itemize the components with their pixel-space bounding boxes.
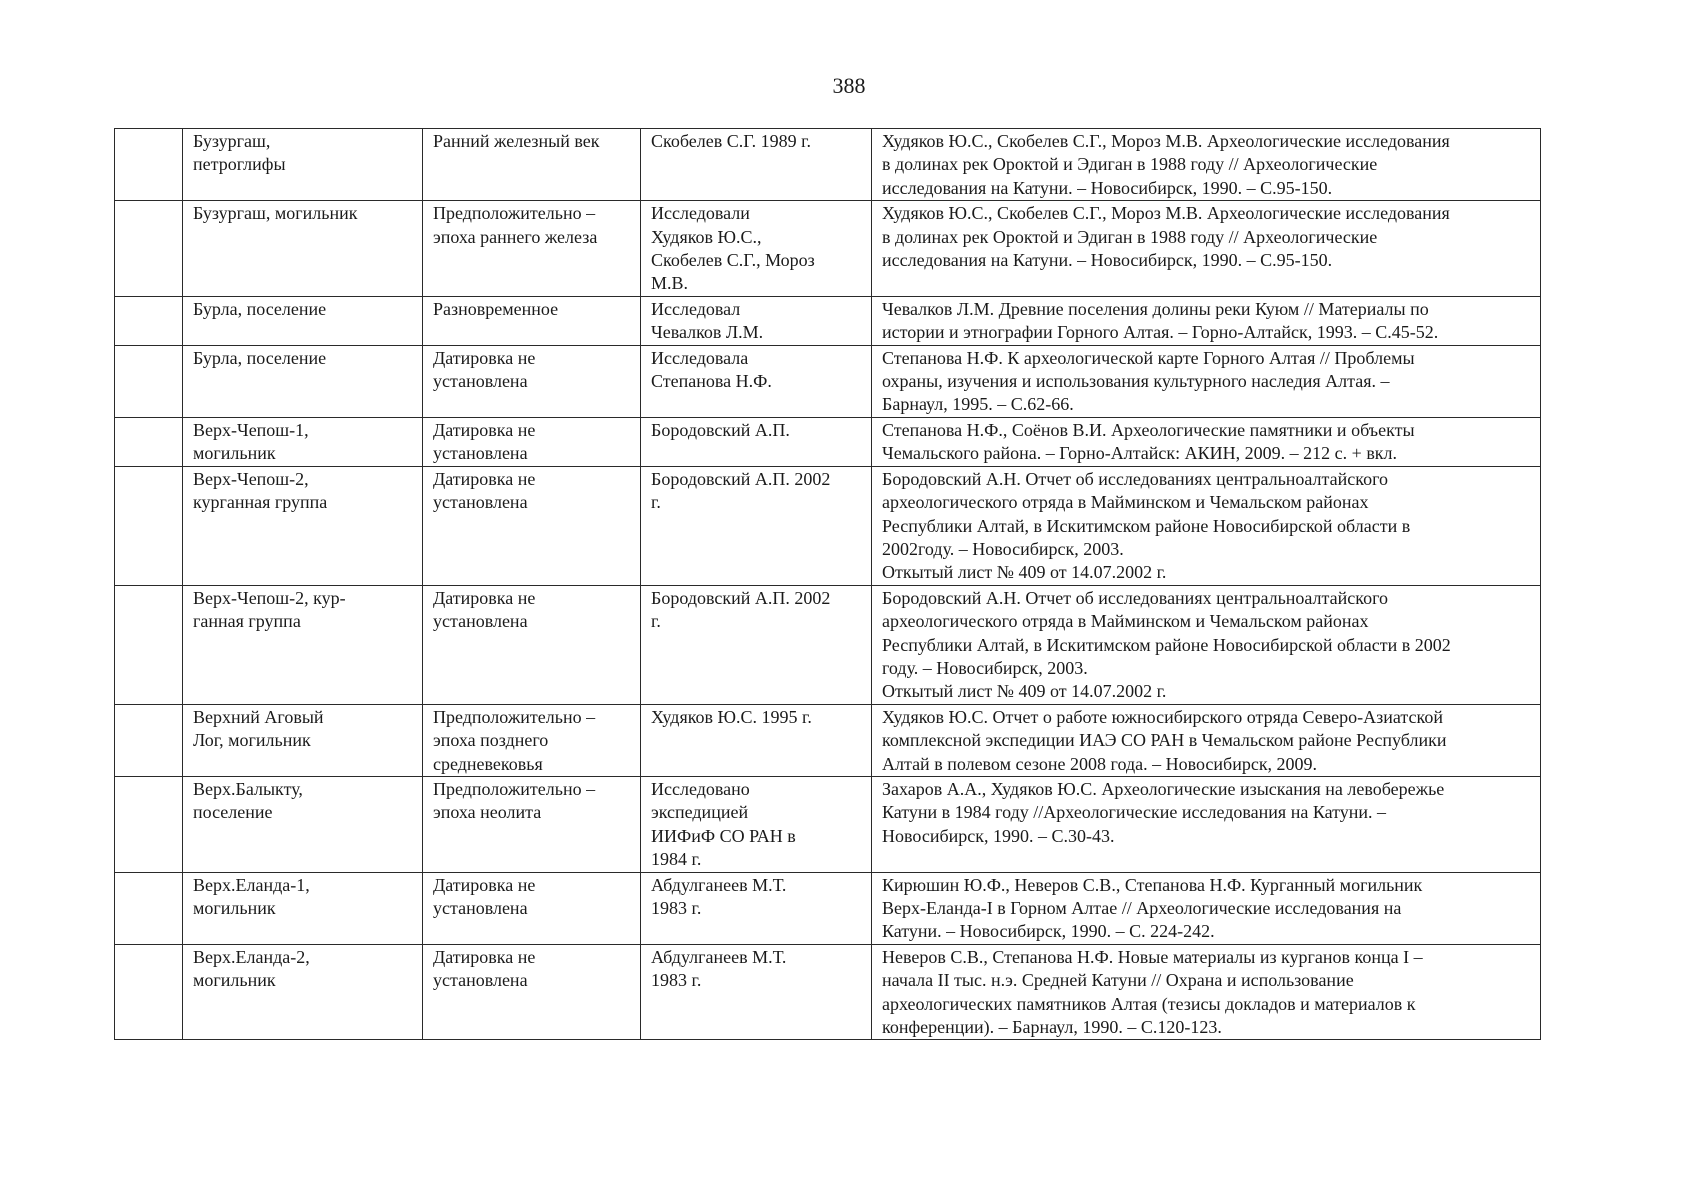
- researcher: Исследовано экспедицией ИИФиФ СО РАН в 1984 г.: [651, 778, 796, 870]
- monument-name-cell: [183, 944, 423, 1040]
- table-row: [115, 466, 1541, 585]
- researcher: Исследовала Степанова Н.Ф.: [651, 347, 772, 392]
- literature-cell: [872, 129, 1541, 201]
- monument-name: Бурла, поселение: [193, 298, 327, 319]
- researcher: Бородовский А.П.: [651, 419, 790, 440]
- table-row: [115, 129, 1541, 201]
- literature: Бородовский А.Н. Отчет об исследованиях центральноалтайского археологического отряда в Майминском и Чемальском районах Республики Алтай, в Искитимском районе Новосибирской области в 2002 году. – Новосибирск, 2003. Откытый лист № 409 от 14.07.2002 г.: [882, 587, 1451, 702]
- researcher-cell: [641, 944, 872, 1040]
- monument-name: Верхний Аговый Лог, могильник: [193, 706, 324, 751]
- researcher: Абдулганеев М.Т. 1983 г.: [651, 946, 787, 991]
- literature-cell: [872, 417, 1541, 466]
- researcher: Бородовский А.П. 2002 г.: [651, 587, 831, 632]
- monument-name-cell: [183, 872, 423, 944]
- researcher-cell: [641, 704, 872, 776]
- row-number-cell: [115, 776, 183, 872]
- table-row: [115, 704, 1541, 776]
- literature: Худяков Ю.С. Отчет о работе южносибирского отряда Северо-Азиатской комплексной экспедиции ИАЭ СО РАН в Чемальском районе Республики Алтай в полевом сезоне 2008 года. – Новосибирск, 2009.: [882, 706, 1447, 774]
- row-number-cell: [115, 129, 183, 201]
- row-number-cell: [115, 585, 183, 704]
- literature-cell: [872, 704, 1541, 776]
- dating: Предположительно – эпоха неолита: [433, 778, 596, 823]
- table-row: [115, 345, 1541, 417]
- dating-cell: [423, 776, 641, 872]
- monument-name: Бурла, поселение: [193, 347, 327, 368]
- literature: Бородовский А.Н. Отчет об исследованиях центральноалтайского археологического отряда в Майминском и Чемальском районах Республики Алтай, в Искитимском районе Новосибирской области в 2002году. – Новосибирск, 2003. Откытый лист № 409 от 14.07.2002 г.: [882, 468, 1411, 583]
- dating-cell: [423, 585, 641, 704]
- monument-name: Бузургаш, могильник: [193, 203, 358, 224]
- row-number-cell: [115, 296, 183, 345]
- literature-cell: [872, 872, 1541, 944]
- row-number-cell: [115, 417, 183, 466]
- researcher: Исследовали Худяков Ю.С., Скобелев С.Г., Мороз М.В.: [651, 203, 815, 294]
- researcher-cell: [641, 296, 872, 345]
- row-number-cell: [115, 201, 183, 297]
- monument-name: Верх.Балыкту, поселение: [193, 778, 303, 823]
- monument-name-cell: [183, 129, 423, 201]
- literature: Захаров А.А., Худяков Ю.С. Археологические изыскания на левобережье Катуни в 1984 году //Археологические исследования на Катуни. – Новосибирск, 1990. – С.30-43.: [882, 778, 1445, 846]
- monument-name-cell: [183, 776, 423, 872]
- row-number-cell: [115, 944, 183, 1040]
- monument-name: Верх-Чепош-2, кур- ганная группа: [193, 587, 346, 632]
- monument-name-cell: [183, 417, 423, 466]
- monument-name: Верх-Чепош-1, могильник: [193, 419, 309, 464]
- monument-name-cell: [183, 345, 423, 417]
- dating: Ранний железный век: [433, 131, 600, 151]
- researcher: Бородовский А.П. 2002 г.: [651, 468, 831, 513]
- dating-cell: [423, 944, 641, 1040]
- monuments-table: [114, 128, 1541, 1040]
- row-number-cell: [115, 345, 183, 417]
- monument-name-cell: [183, 296, 423, 345]
- researcher-cell: [641, 872, 872, 944]
- literature-cell: [872, 585, 1541, 704]
- monument-name: Верх.Еланда-2, могильник: [193, 946, 310, 991]
- monument-name-cell: [183, 704, 423, 776]
- literature-cell: [872, 776, 1541, 872]
- table-row: [115, 296, 1541, 345]
- dating: Датировка не установлена: [433, 946, 536, 991]
- researcher: Скобелев С.Г. 1989 г.: [651, 131, 811, 151]
- literature: Кирюшин Ю.Ф., Неверов С.В., Степанова Н.Ф. Курганный могильник Верх-Еланда-I в Горном Алтае // Археологические исследования на Катуни. – Новосибирск, 1990. – С. 224-242.: [882, 874, 1423, 942]
- literature: Неверов С.В., Степанова Н.Ф. Новые материалы из курганов конца I – начала II тыс. н.э. Средней Катуни // Охрана и использование археологических памятников Алтая (тезисы докладов и материалов к конференции). – Барнаул, 1990. – С.120-123.: [882, 946, 1423, 1038]
- literature-cell: [872, 296, 1541, 345]
- dating-cell: [423, 129, 641, 201]
- table-row: [115, 872, 1541, 944]
- monument-name: Бузургаш, петроглифы: [193, 131, 286, 175]
- researcher-cell: [641, 585, 872, 704]
- table-row: [115, 776, 1541, 872]
- dating: Датировка не установлена: [433, 468, 536, 513]
- researcher-cell: [641, 129, 872, 201]
- literature-cell: [872, 201, 1541, 297]
- monument-name-cell: [183, 466, 423, 585]
- literature-cell: [872, 345, 1541, 417]
- researcher-cell: [641, 201, 872, 297]
- row-number-cell: [115, 872, 183, 944]
- dating: Предположительно – эпоха позднего средневековья: [433, 706, 596, 774]
- row-number-cell: [115, 466, 183, 585]
- dating: Датировка не установлена: [433, 419, 536, 464]
- dating-cell: [423, 201, 641, 297]
- dating-cell: [423, 417, 641, 466]
- table-row: [115, 201, 1541, 297]
- researcher-cell: [641, 466, 872, 585]
- researcher-cell: [641, 417, 872, 466]
- researcher: Исследовал Чевалков Л.М.: [651, 298, 764, 343]
- dating: Предположительно – эпоха раннего железа: [433, 203, 598, 247]
- monument-name: Верх.Еланда-1, могильник: [193, 874, 310, 918]
- researcher-cell: [641, 776, 872, 872]
- literature: Степанова Н.Ф. К археологической карте Горного Алтая // Проблемы охраны, изучения и использования культурного наследия Алтая. – Барнаул, 1995. – С.62-66.: [882, 347, 1415, 415]
- dating: Разновременное: [433, 298, 559, 319]
- monument-name: Верх-Чепош-2, курганная группа: [193, 468, 328, 513]
- literature: Худяков Ю.С., Скобелев С.Г., Мороз М.В. Археологические исследования в долинах рек Ороктой и Эдиган в 1988 году // Археологические исследования на Катуни. – Новосибирск, 1990. – С.95-150.: [882, 131, 1450, 198]
- dating: Датировка не установлена: [433, 347, 536, 392]
- monument-name-cell: [183, 585, 423, 704]
- table-row: [115, 585, 1541, 704]
- page-number: 388: [832, 73, 866, 98]
- dating-cell: [423, 872, 641, 944]
- dating-cell: [423, 704, 641, 776]
- row-number-cell: [115, 704, 183, 776]
- table-row: [115, 417, 1541, 466]
- researcher: Абдулганеев М.Т. 1983 г.: [651, 874, 787, 918]
- literature: Чевалков Л.М. Древние поселения долины реки Куюм // Материалы по истории и этнографии Горного Алтая. – Горно-Алтайск, 1993. – С.45-52.: [882, 298, 1439, 343]
- dating-cell: [423, 296, 641, 345]
- dating: Датировка не установлена: [433, 587, 536, 632]
- researcher-cell: [641, 345, 872, 417]
- researcher: Худяков Ю.С. 1995 г.: [651, 706, 812, 727]
- dating-cell: [423, 466, 641, 585]
- literature: Худяков Ю.С., Скобелев С.Г., Мороз М.В. Археологические исследования в долинах рек Ороктой и Эдиган в 1988 году // Археологические исследования на Катуни. – Новосибирск, 1990. – С.95-150.: [882, 203, 1450, 271]
- literature-cell: [872, 466, 1541, 585]
- dating-cell: [423, 345, 641, 417]
- dating: Датировка не установлена: [433, 874, 536, 918]
- table-row: [115, 944, 1541, 1040]
- literature: Степанова Н.Ф., Соёнов В.И. Археологические памятники и объекты Чемальского района. – Горно-Алтайск: АКИН, 2009. – 212 с. + вкл.: [882, 419, 1415, 464]
- monument-name-cell: [183, 201, 423, 297]
- literature-cell: [872, 944, 1541, 1040]
